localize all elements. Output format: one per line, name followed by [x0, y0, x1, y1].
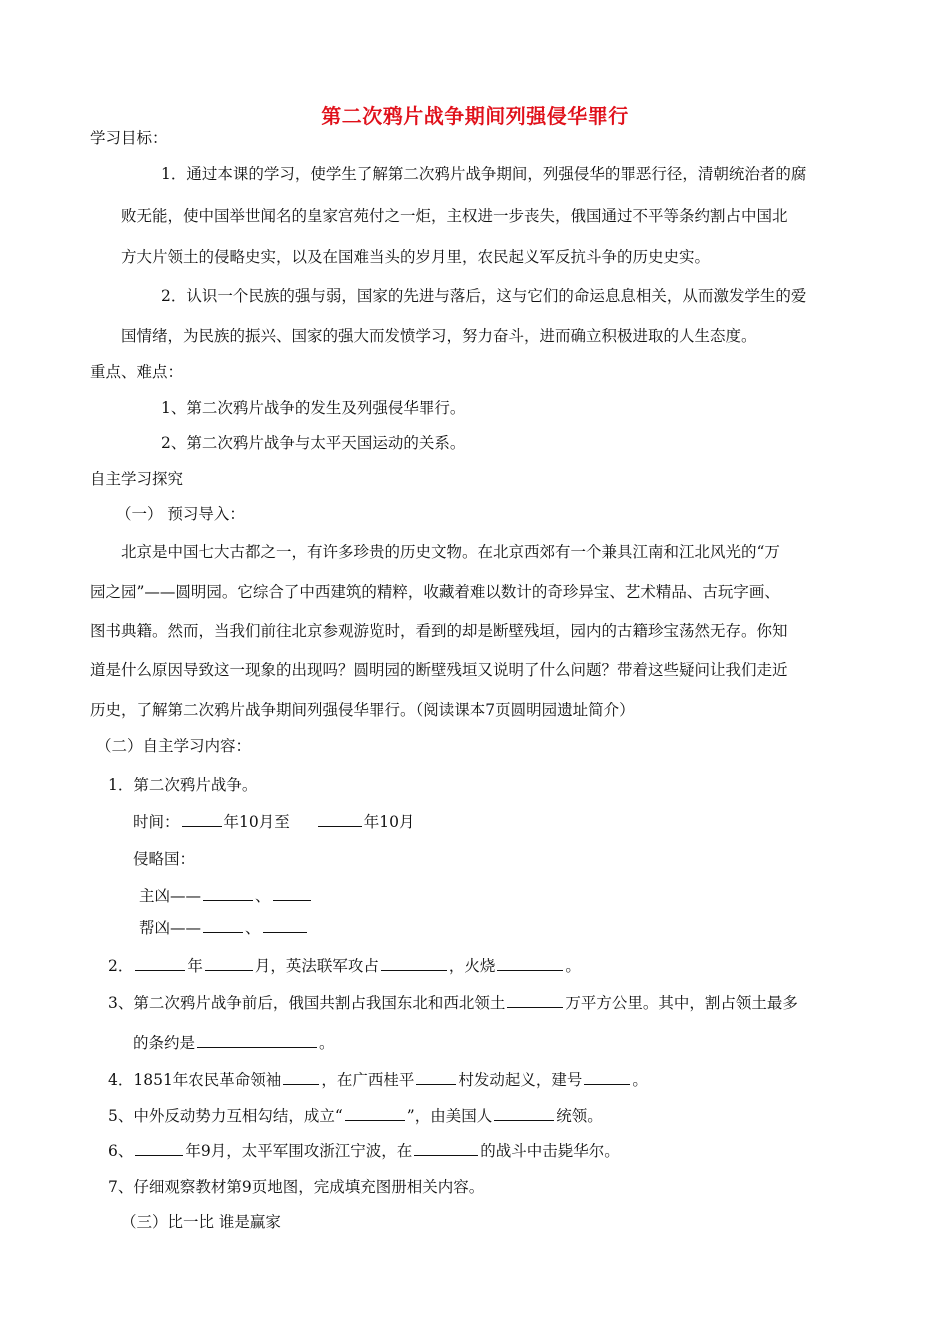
blank-q4-name[interactable]	[584, 1070, 630, 1085]
q1-invaders-label: 侵略国：	[133, 850, 196, 868]
blank-main-1[interactable]	[203, 886, 253, 901]
q1-main-sep: 、	[255, 887, 271, 905]
blank-q5-person[interactable]	[494, 1106, 554, 1121]
blank-q3-area[interactable]	[507, 993, 563, 1008]
section1-heading: （一） 预习导入：	[116, 505, 245, 523]
blank-main-2[interactable]	[273, 886, 311, 901]
q1-main-label: 主凶——	[139, 887, 202, 905]
page-title: 第二次鸦片战争期间列强侵华罪行	[321, 104, 629, 128]
q1-main-line	[139, 886, 313, 906]
q1-time-label: 时间：	[133, 813, 180, 831]
blank-q2-city[interactable]	[381, 956, 447, 971]
q1-time-line	[133, 812, 414, 832]
objective1-line3: 方大片领土的侵略史实，以及在国难当头的岁月里，农民起义军反抗斗争的历史史实。	[121, 248, 711, 266]
intro-line5: 历史，了解第二次鸦片战争期间列强侵华罪行。（阅读课本7页圆明园遗址简介）	[90, 701, 635, 719]
q3-line2: 的条约是	[133, 1034, 196, 1052]
objective1-line2: 败无能，使中国举世闻名的皇家宫苑付之一炬，主权进一步丧失，俄国通过不平等条约割占中国北	[121, 207, 788, 225]
question-7: 7、仔细观察教材第9页地图，完成填充图册相关内容。	[108, 1178, 485, 1196]
objectives-heading: 学习目标：	[90, 129, 168, 147]
intro-line4: 道是什么原因导致这一现象的出现吗？圆明园的断壁残垣又说明了什么问题？带着这些疑问让我们走近	[90, 661, 788, 679]
q5-text: 5、中外反动势力互相勾结，成立“	[108, 1107, 343, 1125]
blank-help-2[interactable]	[263, 918, 307, 933]
q5-end: 统领。	[556, 1107, 603, 1125]
objective1-line1: 1．通过本课的学习，使学生了解第二次鸦片战争期间，列强侵华的罪恶行径，清朝统治者的腐	[161, 165, 807, 183]
key-point-2: 2、第二次鸦片战争与太平天国运动的关系。	[161, 434, 466, 452]
question-4	[108, 1070, 648, 1090]
blank-q2-year[interactable]	[135, 956, 185, 971]
q6-end: 的战斗中击毙华尔。	[480, 1142, 620, 1160]
blank-q6-year[interactable]	[135, 1141, 183, 1156]
blank-q4-village[interactable]	[416, 1070, 456, 1085]
intro-line1: 北京是中国七大古都之一，有许多珍贵的历史文物。在北京西郊有一个兼具江南和江北风光的“万	[121, 543, 780, 561]
q5-mid: ”，由美国人	[406, 1107, 493, 1125]
key-heading: 重点、难点：	[90, 363, 184, 381]
q3-line2-end: 。	[319, 1034, 335, 1052]
q4-mid1: ，在广西桂平	[321, 1071, 415, 1089]
question-3-line2	[133, 1033, 335, 1053]
q1-help-line	[139, 918, 309, 938]
question-5	[108, 1106, 603, 1126]
q3-line1: 3、第二次鸦片战争前后，俄国共割占我国东北和西北领土	[108, 994, 506, 1012]
self-study-heading: 自主学习探究	[90, 470, 184, 488]
q1-time-end: 年10月	[363, 813, 415, 831]
objective2-line2: 国情绪，为民族的振兴、国家的强大而发愤学习，努力奋斗，进而确立积极进取的人生态度。	[121, 327, 757, 345]
blank-q6-battle[interactable]	[414, 1141, 478, 1156]
objective2-line1: 2．认识一个民族的强与弱，国家的先进与落后，这与它们的命运息息相关，从而激发学生的爱	[161, 287, 807, 305]
blank-end-year[interactable]	[318, 812, 362, 827]
question-2	[108, 956, 581, 976]
q1-help-sep: 、	[245, 919, 261, 937]
intro-line3: 图书典籍。然而，当我们前往北京参观游览时，看到的却是断壁残垣，园内的古籍珍宝荡然无存。你知	[90, 622, 788, 640]
blank-q2-month[interactable]	[205, 956, 253, 971]
blank-q2-place[interactable]	[497, 956, 563, 971]
question-6	[108, 1141, 620, 1161]
q4-end: 。	[632, 1071, 648, 1089]
q1-help-label: 帮凶——	[139, 919, 202, 937]
q1-time-mid: 年10月至	[223, 813, 290, 831]
question-3-line1	[108, 993, 798, 1013]
blank-q3-treaty[interactable]	[197, 1033, 317, 1048]
q4-text: 4．1851年农民革命领袖	[108, 1071, 282, 1089]
blank-q5-army[interactable]	[345, 1106, 405, 1121]
q4-mid2: 村发动起义，建号	[458, 1071, 583, 1089]
q2-burn: ，火烧	[448, 957, 496, 975]
blank-q4-leader[interactable]	[283, 1070, 319, 1085]
q2-prefix: 2．	[108, 957, 134, 975]
blank-start-year[interactable]	[182, 812, 222, 827]
q2-year: 年	[187, 957, 203, 975]
q6-text: 6、	[108, 1142, 134, 1160]
section2-heading: （二）自主学习内容：	[96, 737, 252, 755]
q2-end: 。	[565, 957, 581, 975]
q6-mid: 年9月，太平军围攻浙江宁波，在	[185, 1142, 413, 1160]
intro-line2: 园之园”——圆明园。它综合了中西建筑的精粹，收藏着难以数计的奇珍异宝、艺术精品、古玩字画、	[90, 583, 780, 601]
q2-month: 月，英法联军攻占	[254, 957, 379, 975]
key-point-1: 1、第二次鸦片战争的发生及列强侵华罪行。	[161, 399, 466, 417]
blank-help-1[interactable]	[203, 918, 243, 933]
q3-line1-end: 万平方公里。其中，割占领土最多	[565, 994, 798, 1012]
question-1: 1．第二次鸦片战争。	[108, 776, 258, 794]
section3-heading: （三）比一比 谁是赢家	[121, 1213, 281, 1231]
